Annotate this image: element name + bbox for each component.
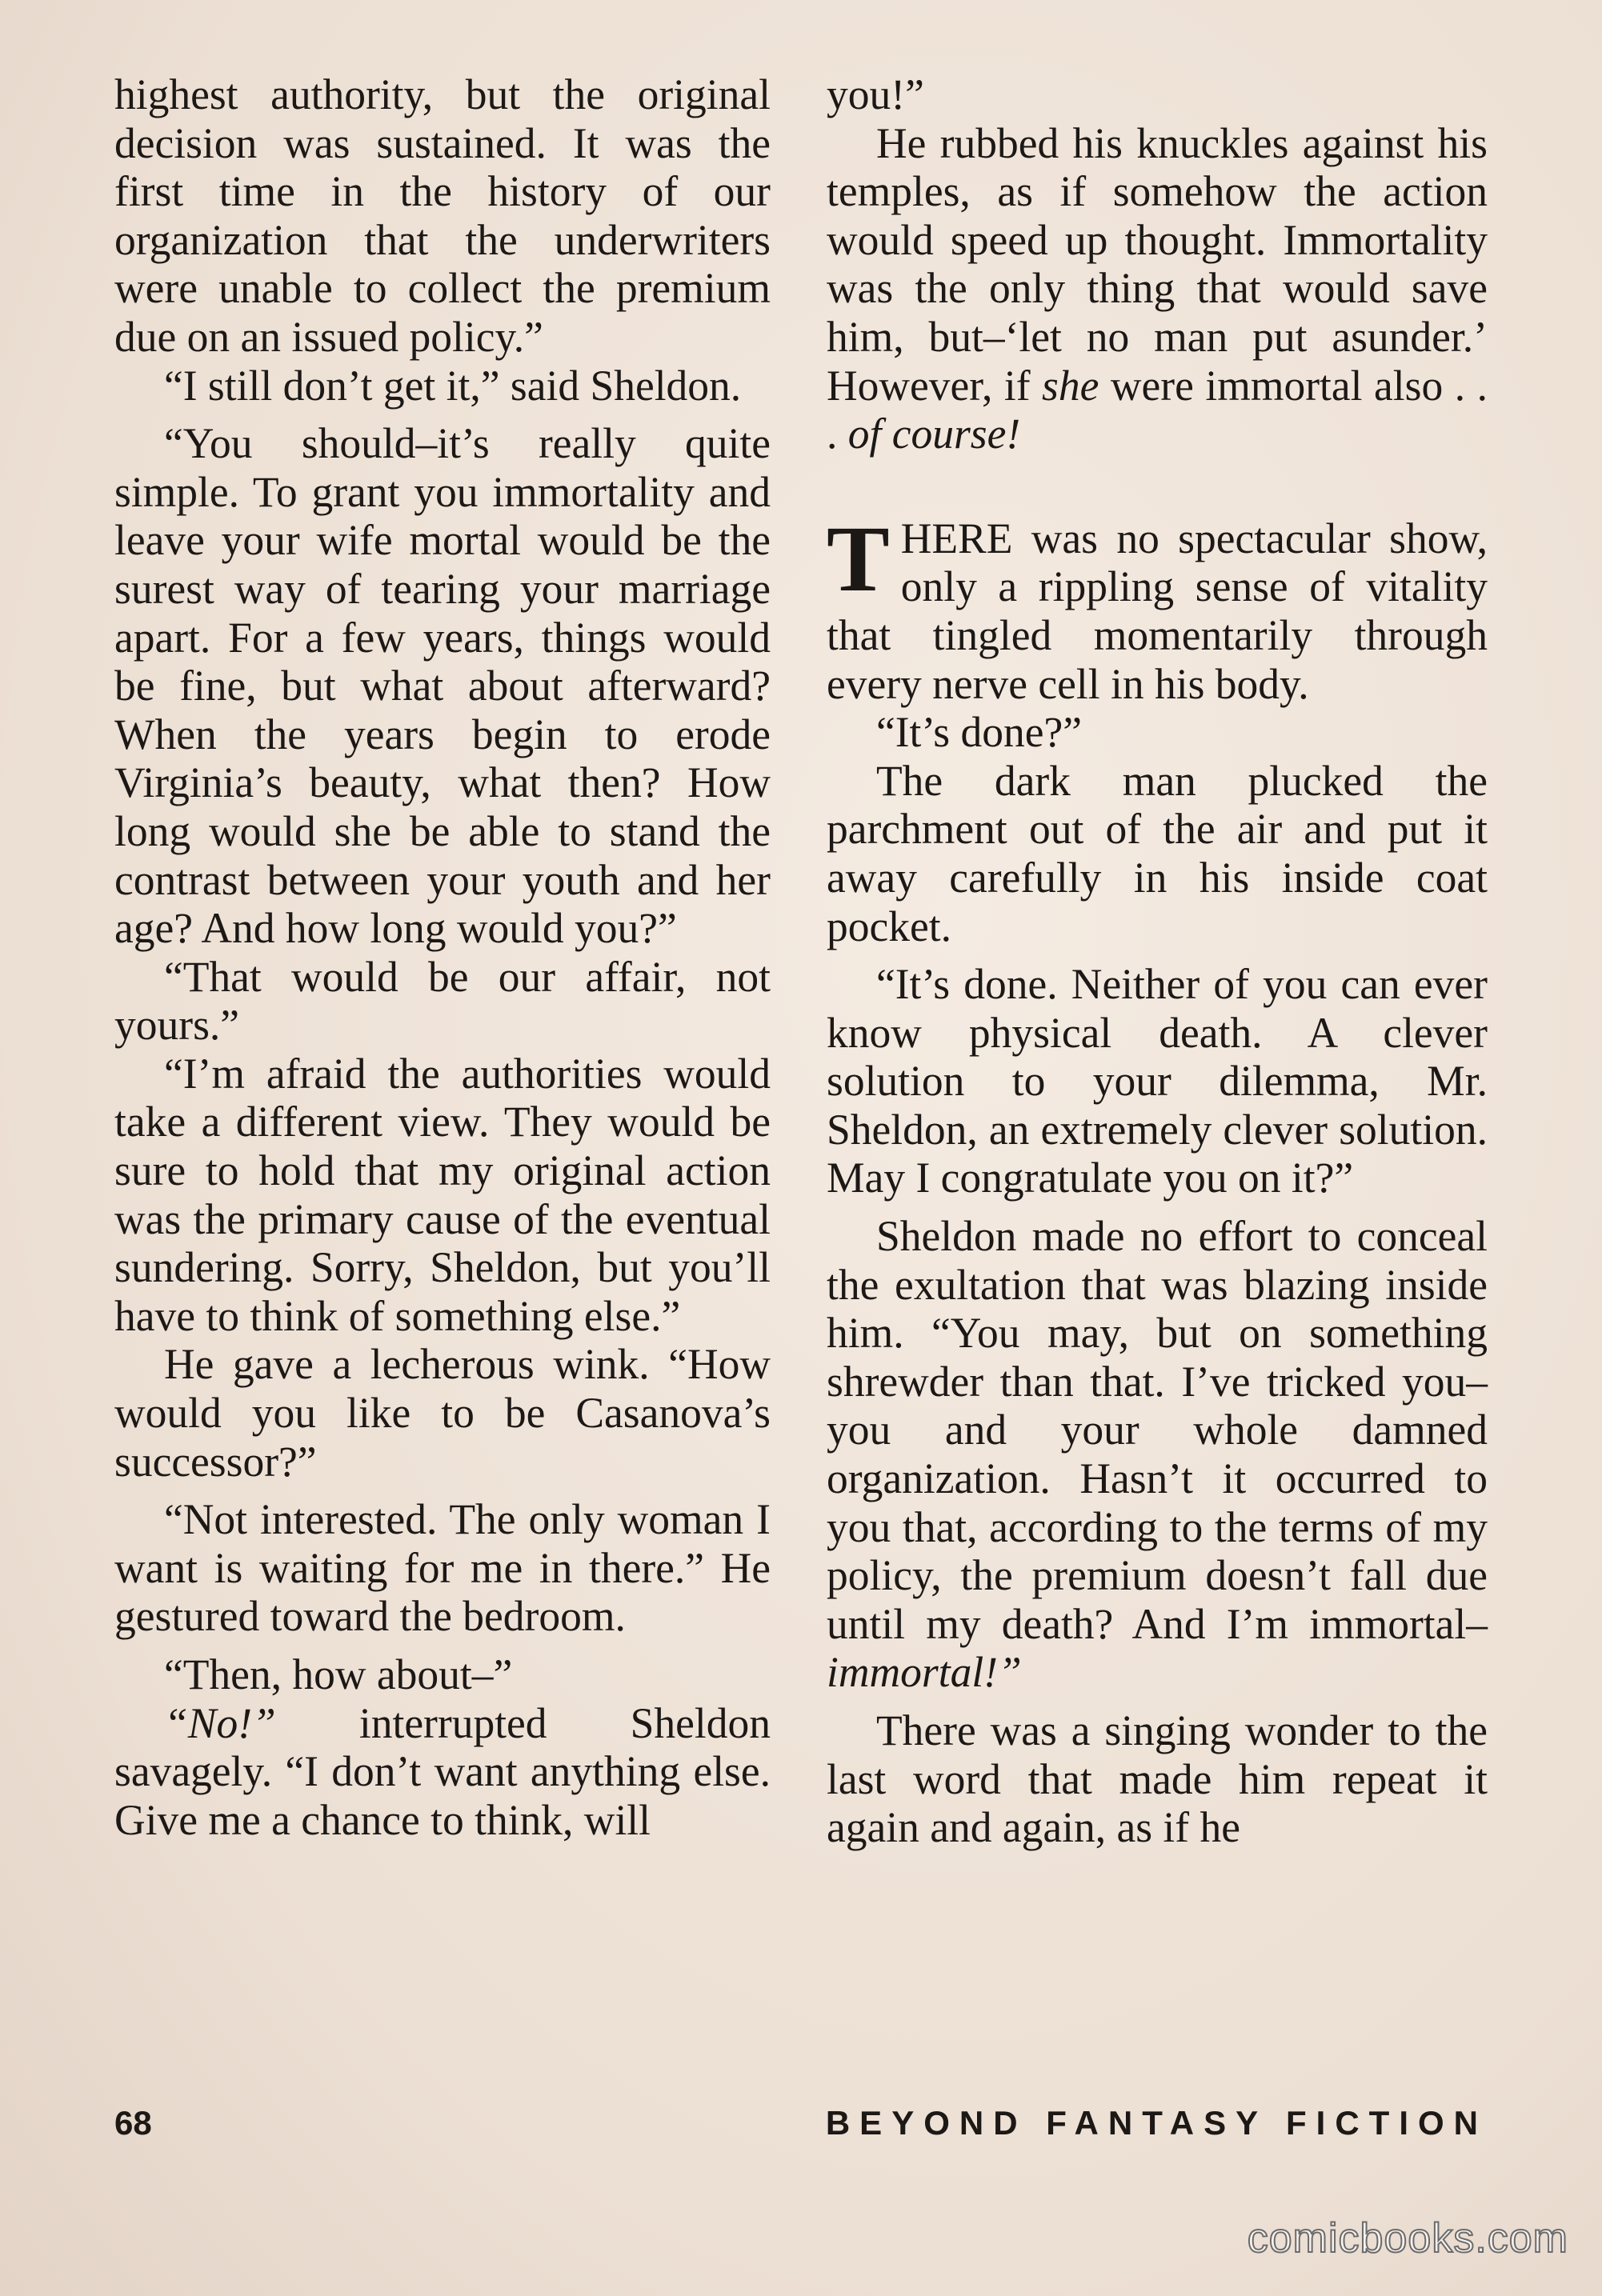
page-footer	[114, 2104, 1488, 2152]
paragraph: “You should–it’s really quite simple. To grant you immortality and leave your wife mortal would be the surest way of tearing your marriage apart. For a few years, things would be fine, but what about afterward? When the years begin to erode Virginia’s beauty, what then? How long would she be able to stand the contrast between your youth and her age? And how long would you?”	[114, 419, 771, 953]
drop-cap: T	[827, 506, 890, 611]
paragraph	[827, 1212, 1488, 1697]
emphasis-text: she	[1042, 361, 1099, 410]
running-head: BEYOND FANTASY FICTION	[825, 2104, 1488, 2142]
paragraph-text: HERE was no spectacular show, only a rippling sense of vitality that tingled momentarily through every nerve cell in his body.	[827, 514, 1488, 708]
paragraph: The dark man plucked the parchment out of the air and put it away carefully in his inside coat pocket.	[827, 756, 1488, 950]
paragraph: There was a singing wonder to the last word that made him repeat it again and again, as if he	[827, 1706, 1488, 1852]
paragraph: “Not interested. The only woman I want is waiting for me in there.” He gestured toward the bedroom.	[114, 1495, 771, 1641]
emphasis-text: of course!	[847, 410, 1021, 458]
paragraph-text: He rubbed his knuckles against his temples, as if somehow the action would speed up thought. Immortality was the only thing that would save him, but–‘let no man put asunder.’ However, if	[827, 118, 1488, 410]
paragraph: He gave a lecherous wink. “How would you like to be Casanova’s successor?”	[114, 1340, 771, 1486]
paragraph-text: were immortal also . . .	[827, 361, 1488, 458]
paragraph	[827, 119, 1488, 458]
right-column	[827, 70, 1488, 1852]
paragraph: “It’s done?”	[876, 708, 1082, 757]
site-watermark: comicbooks.com	[1247, 2215, 1568, 2262]
paragraph: “I’m afraid the authorities would take a different view. They would be sure to hold that my original action was the primary cause of the eventual sundering. Sorry, Sheldon, but you’ll have to think of something else.”	[114, 1049, 771, 1340]
paragraph-text: interrupted Sheldon savagely. “I don’t want anything else. Give me a chance to think, will	[114, 1698, 771, 1844]
paragraph: “It’s done. Neither of you can ever know physical death. A clever solution to your dilemma, Mr. Sheldon, an extremely clever solution. May I congratulate you on it?”	[827, 960, 1488, 1202]
paragraph: “That would be our affair, not yours.”	[114, 952, 771, 1050]
page-number: 68	[114, 2104, 152, 2142]
left-column	[114, 70, 771, 1844]
paragraph	[114, 1699, 771, 1845]
emphasis-text: immortal!”	[827, 1648, 1022, 1697]
emphasis-text: “No!”	[164, 1698, 276, 1747]
paragraph: “Then, how about–”	[164, 1650, 513, 1698]
section-opening-paragraph	[827, 506, 1488, 708]
paragraph: “I still don’t get it,” said Sheldon.	[164, 361, 742, 410]
paragraph: highest authority, but the original decision was sustained. It was the first time in the history of our organization that the underwriters were unable to collect the premium due on an issued policy.”	[114, 70, 771, 361]
paragraph-text: Sheldon made no effort to conceal the exultation that was blazing inside him. “You may, but on something shrewder than that. I’ve tricked you–you and your whole damned organization. Hasn’t it occurred to you that, according to the terms of my policy, the premium doesn’t fall due until my death? And I’m immortal–	[827, 1212, 1488, 1648]
paragraph: you!”	[827, 70, 924, 118]
